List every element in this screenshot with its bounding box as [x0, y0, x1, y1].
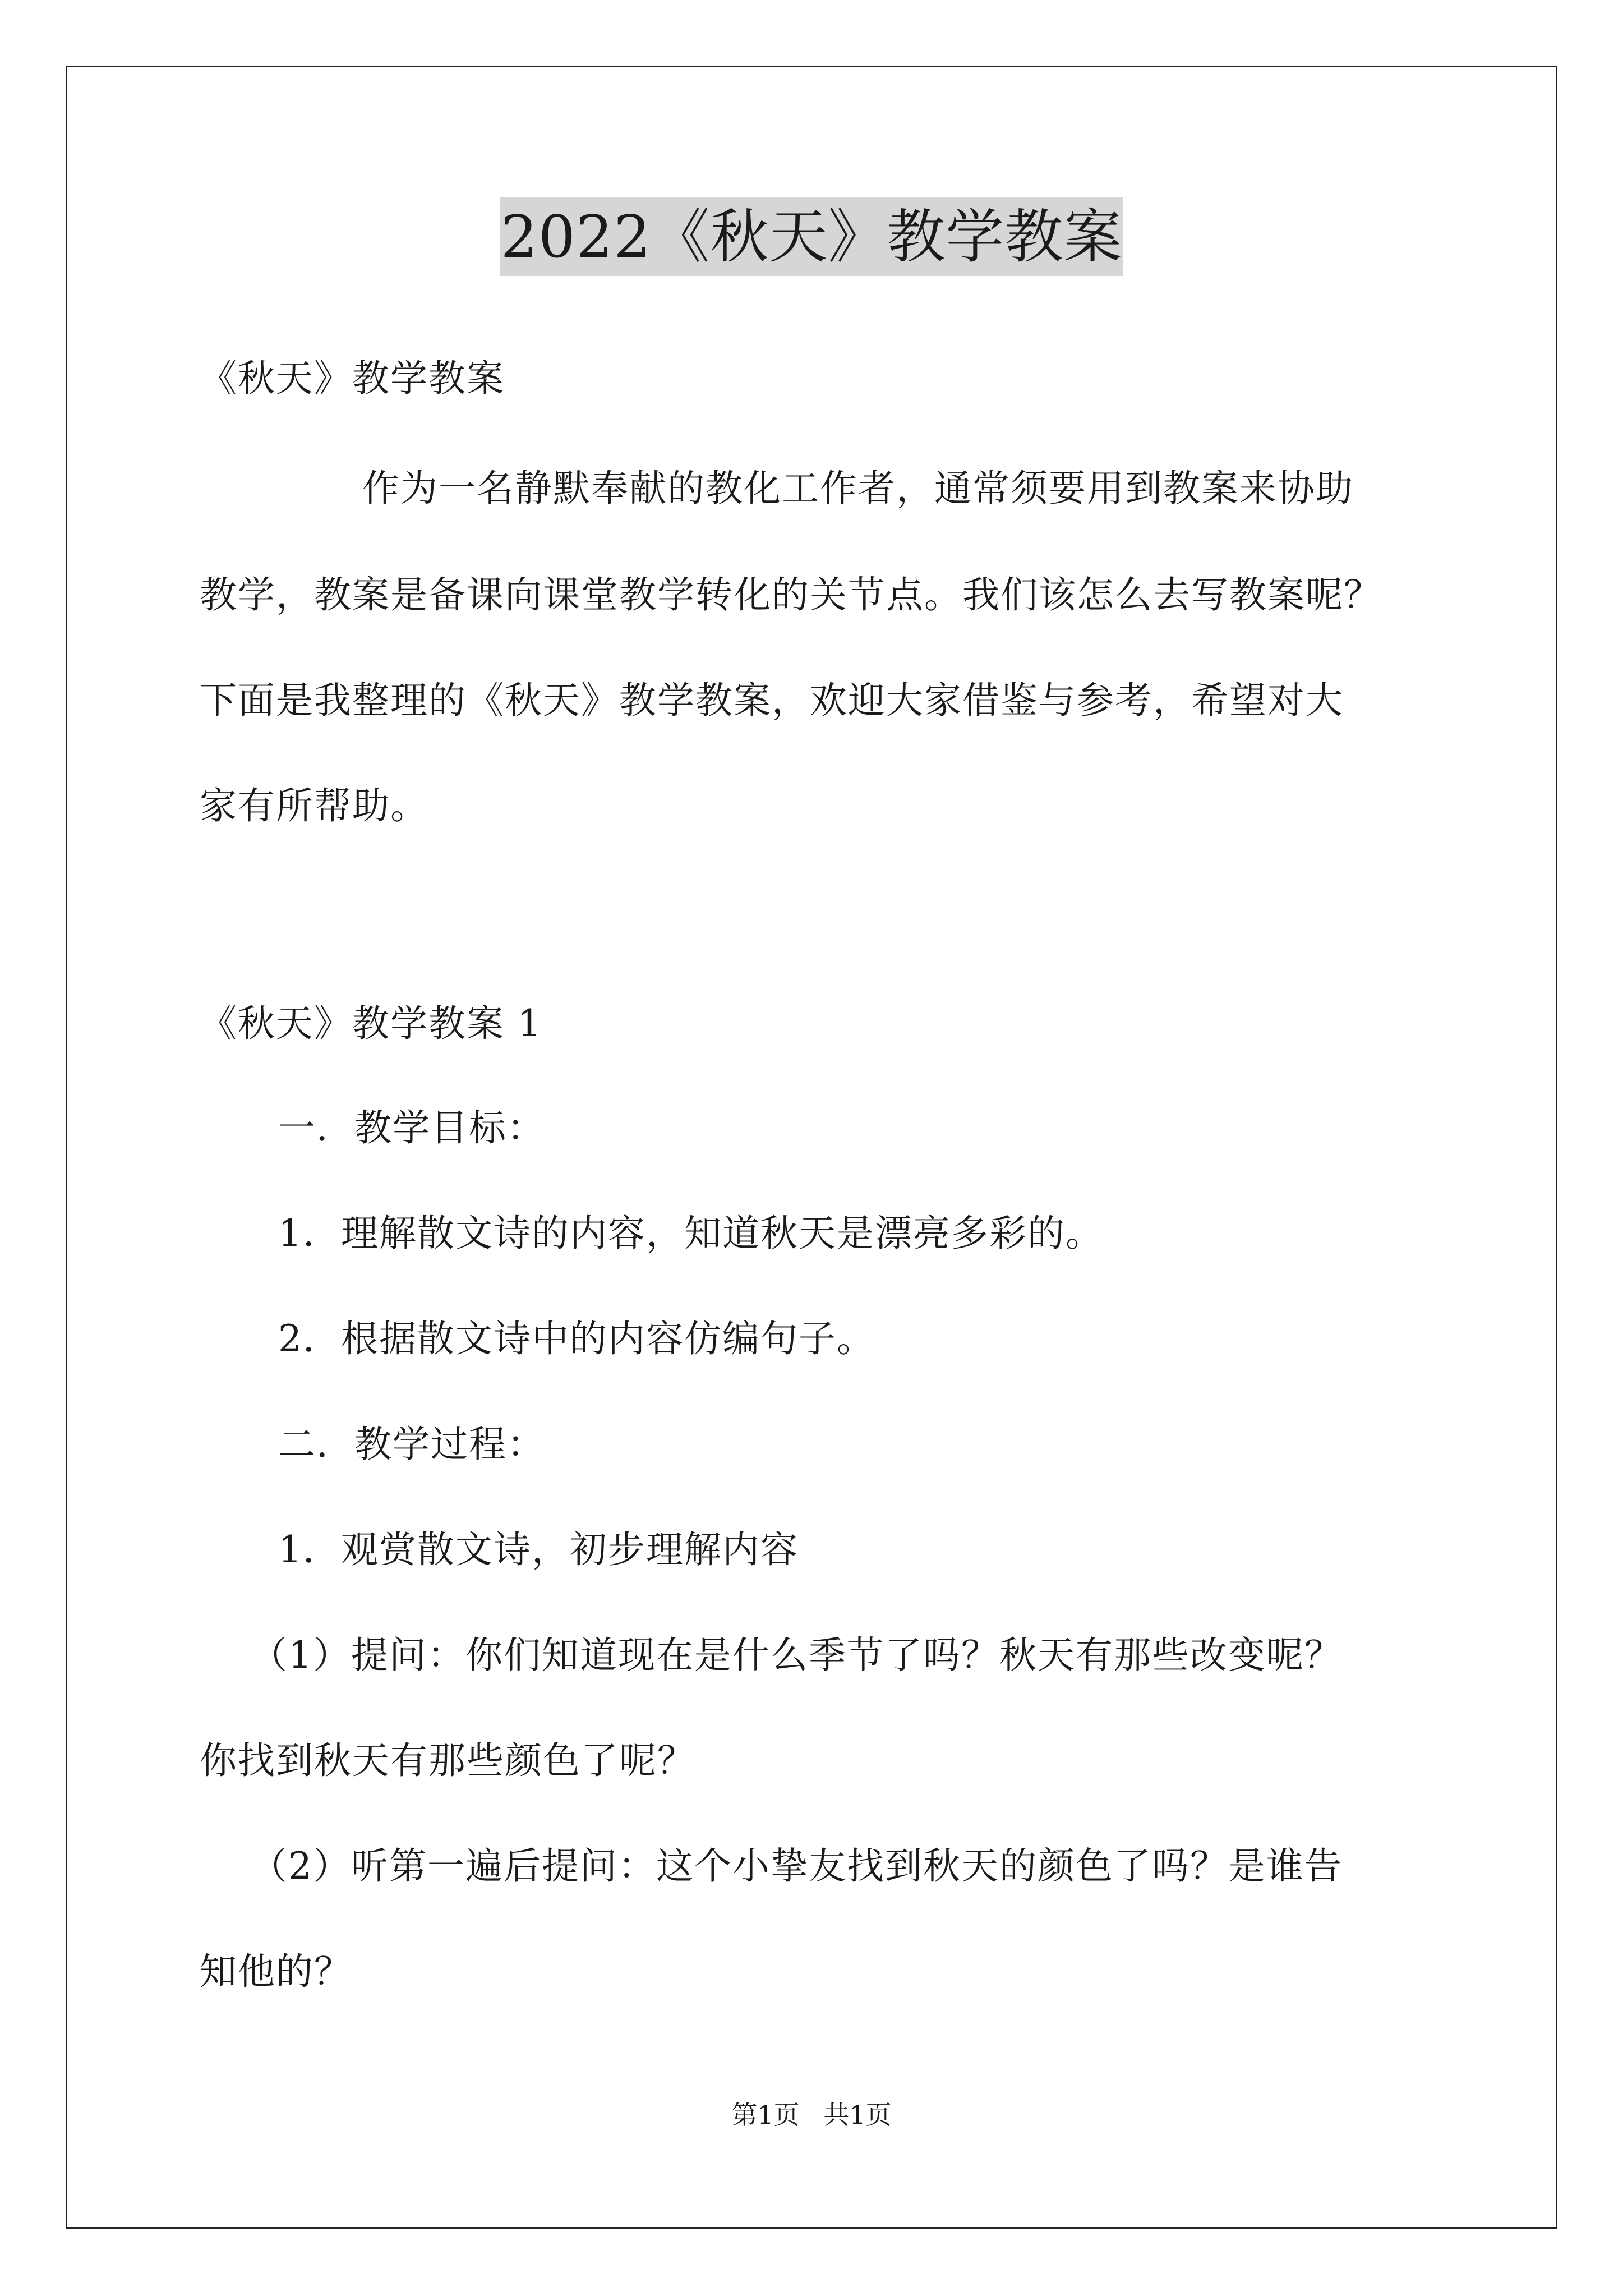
goal-1: 1．理解散文诗的内容，知道秋天是漂亮多彩的。: [278, 1212, 1104, 1255]
page-footer: [0, 2098, 1623, 2132]
intro-line-3: 下面是我整理的《秋天》教学教案，欢迎大家借鉴与参考，希望对大: [200, 679, 1344, 722]
step-1: 1．观赏散文诗，初步理解内容: [278, 1528, 799, 1571]
page-number: 第1页: [731, 2100, 800, 2130]
question-2-line-1: （2）听第一遍后提问：这个小挚友找到秋天的颜色了吗？是谁告: [250, 1844, 1343, 1888]
document-title: 2022《秋天》教学教案: [500, 197, 1124, 276]
intro-line-1: 作为一名静默奉献的教化工作者，通常须要用到教案来协助: [362, 467, 1354, 510]
page-total: 共1页: [823, 2100, 892, 2130]
question-1-line-2: 你找到秋天有那些颜色了呢？: [200, 1739, 695, 1782]
document-subtitle: 《秋天》教学教案: [200, 357, 505, 400]
process-heading: 二．教学过程：: [278, 1423, 545, 1466]
question-1-line-1: （1）提问：你们知道现在是什么季节了吗？秋天有那些改变呢？: [250, 1634, 1343, 1677]
goal-2: 2．根据散文诗中的内容仿编句子。: [278, 1317, 875, 1360]
question-2-line-2: 知他的？: [200, 1950, 352, 1993]
goals-heading: 一．教学目标：: [278, 1106, 545, 1149]
intro-line-4: 家有所帮助。: [200, 784, 428, 827]
section-heading: 《秋天》教学教案 1: [200, 1002, 542, 1045]
intro-line-2: 教学，教案是备课向课堂教学转化的关节点。我们该怎么去写教案呢？: [200, 573, 1382, 616]
title-wrap: [0, 197, 1623, 276]
